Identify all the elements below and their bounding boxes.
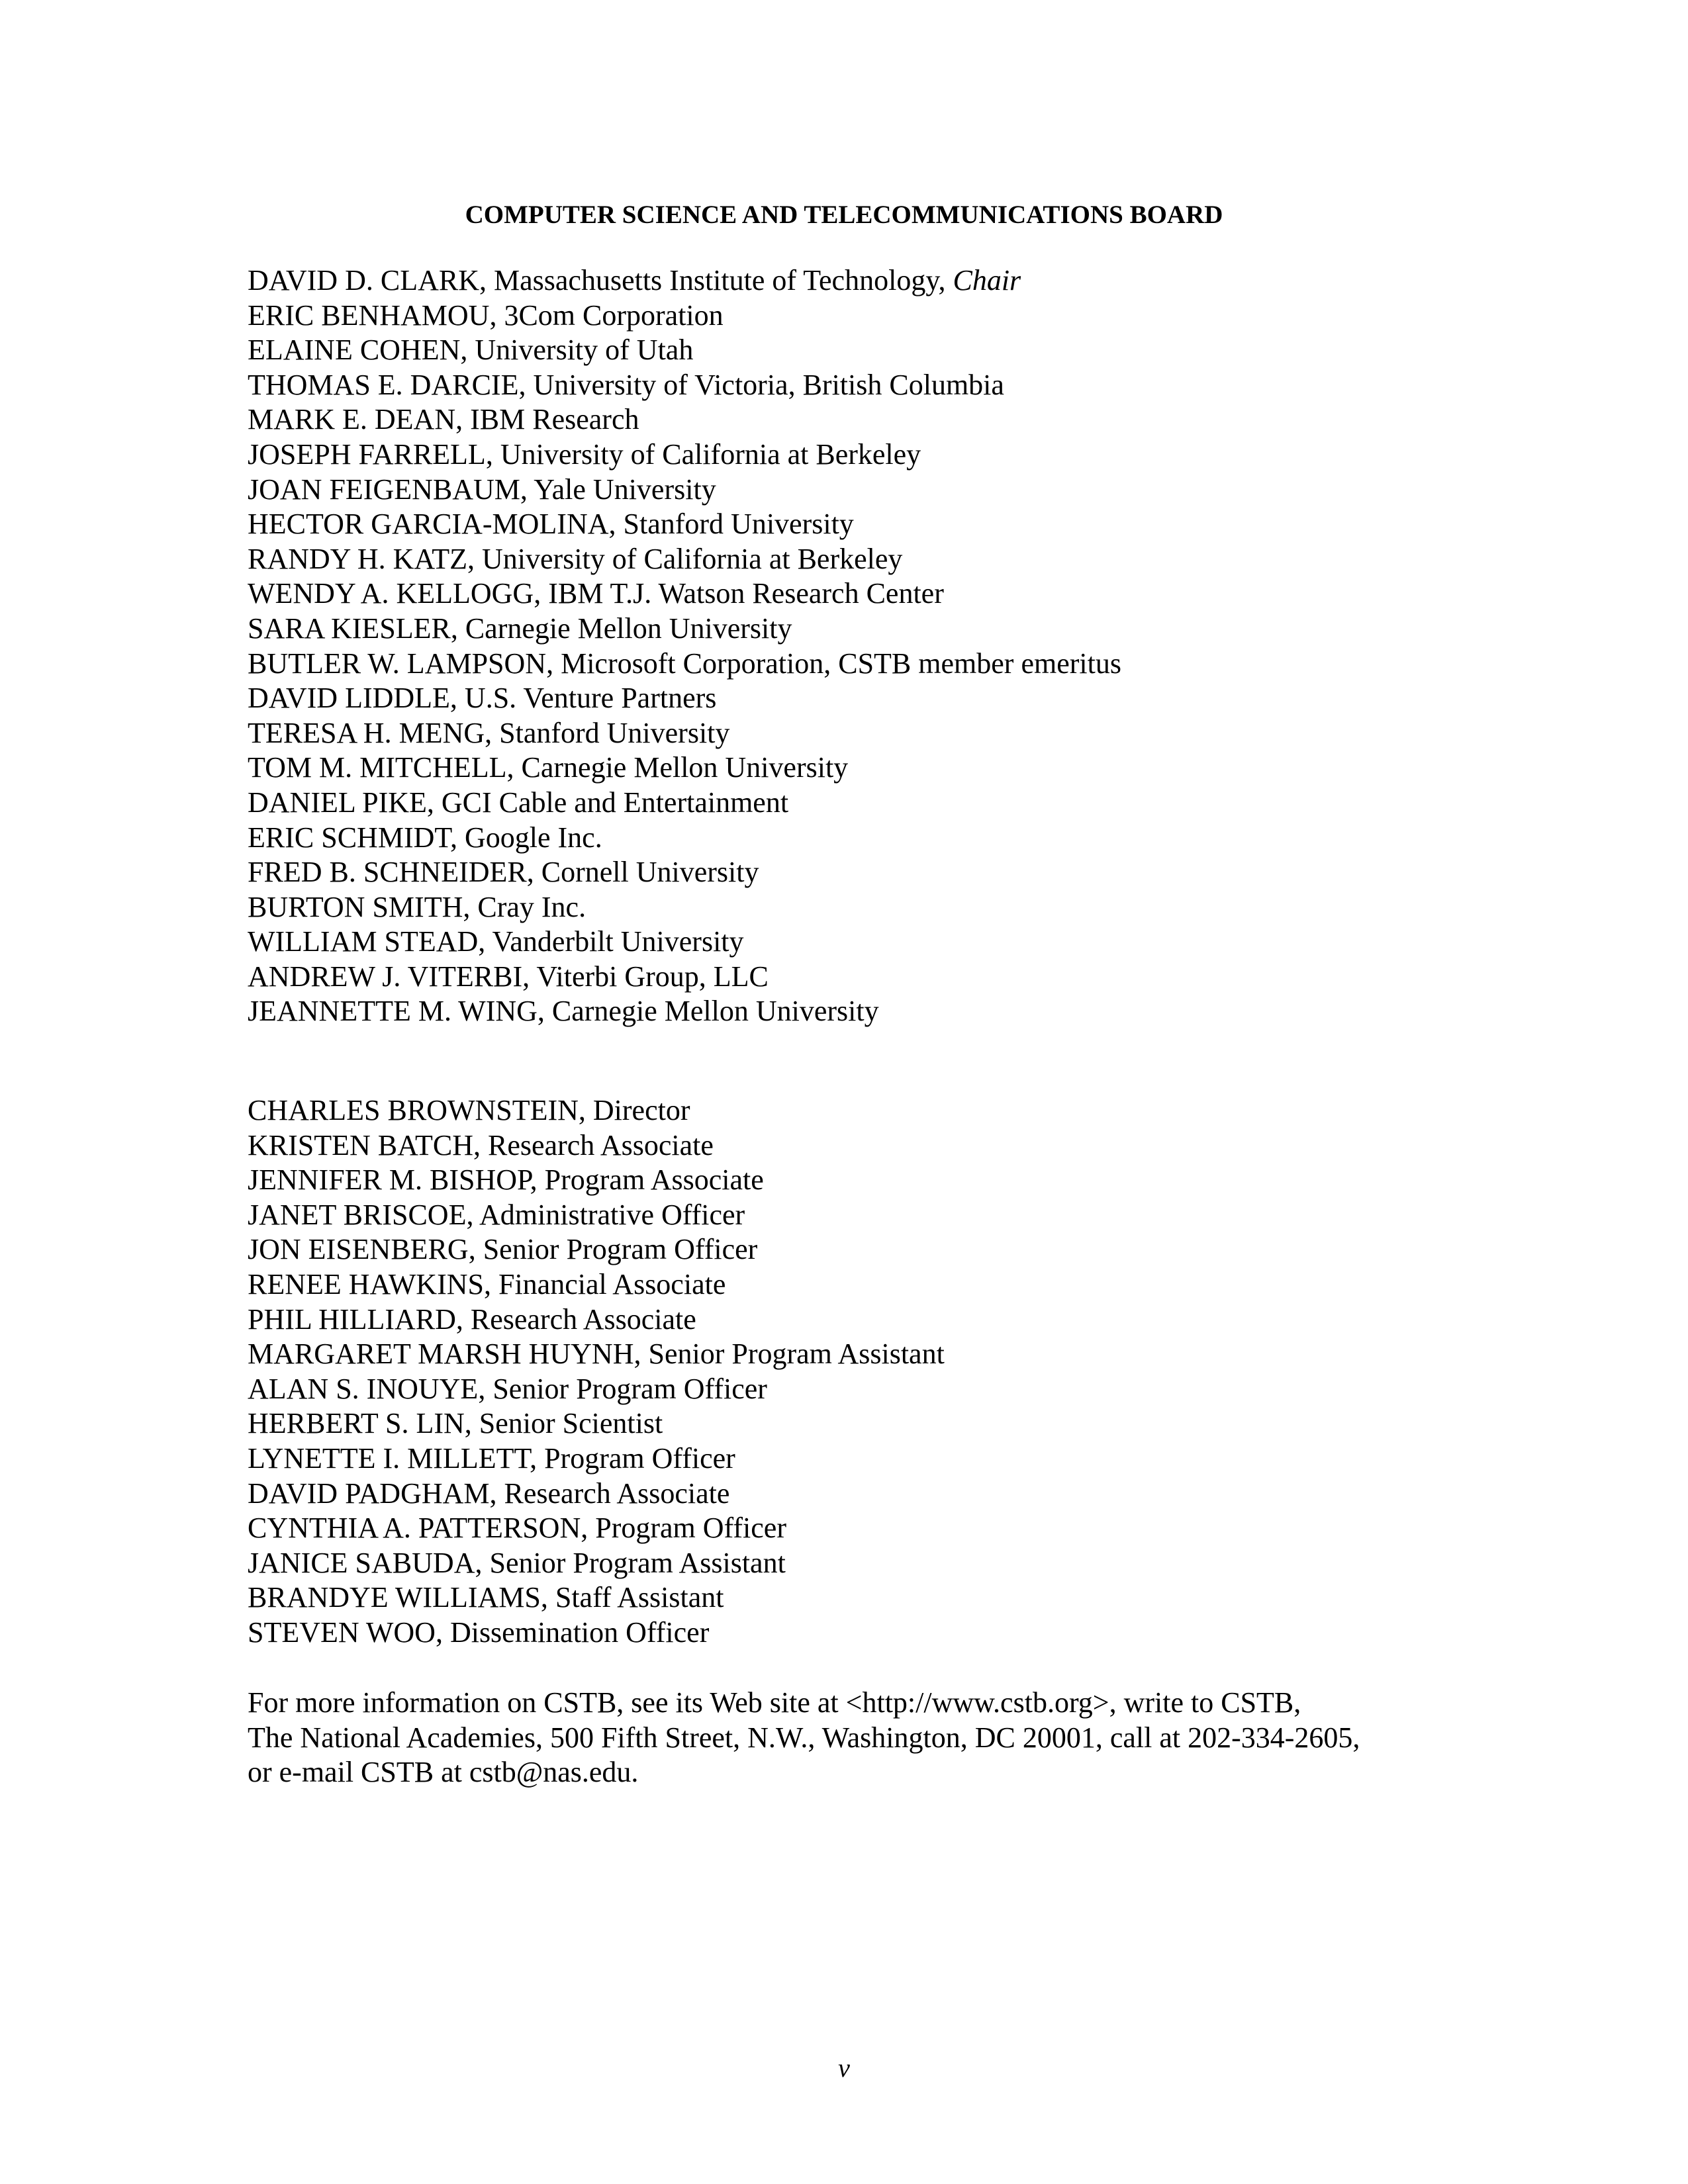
staff-name: BRANDYE WILLIAMS [248, 1581, 541, 1614]
member-name: BUTLER W. LAMPSON [248, 647, 547, 680]
board-member: ANDREW J. VITERBI, Viterbi Group, LLC [248, 960, 769, 993]
staff-title: Director [592, 1094, 690, 1126]
member-role: Chair [953, 264, 1021, 296]
staff-name: STEVEN WOO [248, 1615, 436, 1649]
board-member: ELAINE COHEN, University of Utah [248, 334, 694, 367]
member-name: ANDREW J. VITERBI [248, 960, 523, 993]
staff-member: KRISTEN BATCH, Research Associate [248, 1128, 714, 1161]
staff-member: PHIL HILLIARD, Research Associate [248, 1302, 696, 1336]
member-name: RANDY H. KATZ [248, 542, 468, 575]
board-member: FRED B. SCHNEIDER, Cornell University [248, 856, 759, 889]
contact-info-line: For more information on CSTB, see its Web site at <http://www.cstb.org>, write to CSTB, [248, 1686, 1301, 1719]
member-affiliation: University of Victoria, British Columbia [533, 368, 1004, 401]
board-member: MARK E. DEAN, IBM Research [248, 403, 639, 436]
staff-name: DAVID PADGHAM [248, 1477, 490, 1510]
page-title: COMPUTER SCIENCE AND TELECOMMUNICATIONS BOARD [465, 201, 1223, 229]
staff-title: Administrative Officer [479, 1198, 745, 1231]
contact-info-line: The National Academies, 500 Fifth Street, N.W., Washington, DC 20001, call at 202-334-2605, [248, 1721, 1360, 1754]
member-affiliation: IBM Research [470, 403, 639, 436]
contact-info-line: or e-mail CSTB at cstb@nas.edu. [248, 1756, 639, 1788]
staff-name: KRISTEN BATCH [248, 1128, 474, 1161]
member-name: WENDY A. KELLOGG [248, 577, 534, 610]
member-name: HECTOR GARCIA-MOLINA [248, 508, 609, 541]
member-name: MARK E. DEAN [248, 403, 456, 436]
member-affiliation: University of California at Berkeley [482, 542, 903, 575]
board-member: BURTON SMITH, Cray Inc. [248, 890, 586, 923]
staff-name: CHARLES BROWNSTEIN [248, 1094, 579, 1126]
staff-title: Research Associate [488, 1128, 714, 1161]
member-affiliation: Cray Inc. [477, 890, 586, 923]
staff-title: Senior Program Officer [483, 1233, 758, 1266]
staff-name: HERBERT S. LIN [248, 1407, 465, 1440]
staff-title: Senior Program Officer [492, 1372, 767, 1405]
board-member: WILLIAM STEAD, Vanderbilt University [248, 925, 744, 958]
staff-member: MARGARET MARSH HUYNH, Senior Program Assistant [248, 1338, 945, 1371]
board-member: DAVID D. CLARK, Massachusetts Institute of Technology, Chair [248, 264, 1021, 296]
board-member: JEANNETTE M. WING, Carnegie Mellon University [248, 995, 879, 1028]
member-name: JOAN FEIGENBAUM [248, 473, 520, 506]
staff-name: RENEE HAWKINS [248, 1267, 484, 1300]
member-affiliation: University of California at Berkeley [500, 437, 921, 471]
member-affiliation: Massachusetts Institute of Technology [493, 264, 939, 296]
board-member: HECTOR GARCIA-MOLINA, Stanford University [248, 508, 854, 541]
board-member: ERIC BENHAMOU, 3Com Corporation [248, 298, 724, 332]
staff-name: PHIL HILLIARD [248, 1302, 456, 1336]
member-name: THOMAS E. DARCIE [248, 368, 519, 401]
member-name: ERIC BENHAMOU [248, 298, 490, 332]
member-affiliation: Stanford University [623, 508, 854, 541]
staff-title: Financial Associate [498, 1267, 726, 1300]
staff-title: Senior Program Assistant [489, 1546, 786, 1579]
staff-member: BRANDYE WILLIAMS, Staff Assistant [248, 1581, 724, 1614]
board-member: DANIEL PIKE, GCI Cable and Entertainment [248, 786, 789, 819]
staff-member: JANET BRISCOE, Administrative Officer [248, 1198, 745, 1231]
board-member: THOMAS E. DARCIE, University of Victoria, British Columbia [248, 368, 1004, 401]
member-name: WILLIAM STEAD [248, 925, 479, 958]
staff-title: Senior Program Assistant [648, 1338, 945, 1371]
board-member: DAVID LIDDLE, U.S. Venture Partners [248, 682, 717, 715]
member-affiliation: Stanford University [499, 716, 730, 749]
staff-title: Research Associate [470, 1302, 696, 1336]
staff-list [248, 1093, 945, 1651]
member-affiliation: Vanderbilt University [492, 925, 744, 958]
staff-title: Research Associate [504, 1477, 730, 1510]
staff-name: LYNETTE I. MILLETT [248, 1441, 530, 1475]
staff-name: JENNIFER M. BISHOP [248, 1163, 530, 1197]
member-name: JOSEPH FARRELL [248, 437, 486, 471]
member-name: FRED B. SCHNEIDER [248, 856, 527, 889]
staff-member: STEVEN WOO, Dissemination Officer [248, 1615, 710, 1649]
staff-member: JENNIFER M. BISHOP, Program Associate [248, 1163, 764, 1197]
staff-member: DAVID PADGHAM, Research Associate [248, 1477, 730, 1510]
member-affiliation: Viterbi Group, LLC [536, 960, 769, 993]
board-member: WENDY A. KELLOGG, IBM T.J. Watson Research Center [248, 577, 944, 610]
board-member: TOM M. MITCHELL, Carnegie Mellon University [248, 751, 849, 784]
staff-member: CHARLES BROWNSTEIN, Director [248, 1094, 690, 1126]
staff-member: ALAN S. INOUYE, Senior Program Officer [248, 1372, 767, 1405]
member-name: ERIC SCHMIDT [248, 821, 450, 854]
member-affiliation: University of Utah [475, 334, 694, 367]
board-member: ERIC SCHMIDT, Google Inc. [248, 821, 602, 854]
member-name: JEANNETTE M. WING [248, 995, 538, 1028]
member-affiliation: Cornell University [541, 856, 759, 889]
staff-member: CYNTHIA A. PATTERSON, Program Officer [248, 1512, 786, 1545]
staff-title: Staff Assistant [555, 1581, 724, 1614]
member-name: TERESA H. MENG [248, 716, 485, 749]
staff-name: JON EISENBERG [248, 1233, 469, 1266]
board-member: TERESA H. MENG, Stanford University [248, 716, 730, 749]
member-name: DANIEL PIKE [248, 786, 427, 819]
member-name: TOM M. MITCHELL [248, 751, 507, 784]
member-affiliation: U.S. Venture Partners [464, 682, 717, 715]
staff-name: JANET BRISCOE [248, 1198, 467, 1231]
staff-title: Program Officer [595, 1512, 786, 1545]
member-affiliation: Carnegie Mellon University [465, 612, 792, 645]
member-affiliation: Yale University [534, 473, 716, 506]
staff-name: ALAN S. INOUYE [248, 1372, 479, 1405]
member-affiliation: GCI Cable and Entertainment [441, 786, 789, 819]
board-member: RANDY H. KATZ, University of California at Berkeley [248, 542, 903, 575]
staff-name: CYNTHIA A. PATTERSON [248, 1512, 581, 1545]
member-affiliation: Google Inc. [464, 821, 602, 854]
board-member-list [248, 263, 1121, 1029]
member-name: DAVID D. CLARK [248, 264, 479, 296]
member-affiliation: Carnegie Mellon University [521, 751, 849, 784]
staff-title: Program Officer [544, 1441, 735, 1475]
staff-name: JANICE SABUDA [248, 1546, 475, 1579]
member-affiliation: Carnegie Mellon University [551, 995, 879, 1028]
board-member: SARA KIESLER, Carnegie Mellon University [248, 612, 792, 645]
member-name: ELAINE COHEN [248, 334, 461, 367]
staff-title: Senior Scientist [479, 1407, 663, 1440]
staff-member: JON EISENBERG, Senior Program Officer [248, 1233, 758, 1266]
member-name: SARA KIESLER [248, 612, 451, 645]
board-member: JOAN FEIGENBAUM, Yale University [248, 473, 716, 506]
board-member: JOSEPH FARRELL, University of California at Berkeley [248, 437, 921, 471]
member-affiliation: IBM T.J. Watson Research Center [548, 577, 944, 610]
member-name: BURTON SMITH [248, 890, 463, 923]
member-affiliation: 3Com Corporation [504, 298, 724, 332]
staff-name: MARGARET MARSH HUYNH [248, 1338, 634, 1371]
page-number: v [838, 2053, 850, 2083]
contact-info [248, 1686, 1472, 1790]
member-affiliation: Microsoft Corporation, CSTB member emeritus [561, 647, 1121, 680]
staff-member: HERBERT S. LIN, Senior Scientist [248, 1407, 663, 1440]
board-member: BUTLER W. LAMPSON, Microsoft Corporation, CSTB member emeritus [248, 647, 1121, 680]
staff-member: RENEE HAWKINS, Financial Associate [248, 1267, 726, 1300]
staff-title: Dissemination Officer [449, 1615, 710, 1649]
staff-title: Program Associate [544, 1163, 764, 1197]
staff-member: JANICE SABUDA, Senior Program Assistant [248, 1546, 786, 1579]
staff-member: LYNETTE I. MILLETT, Program Officer [248, 1441, 735, 1475]
member-name: DAVID LIDDLE [248, 682, 450, 715]
